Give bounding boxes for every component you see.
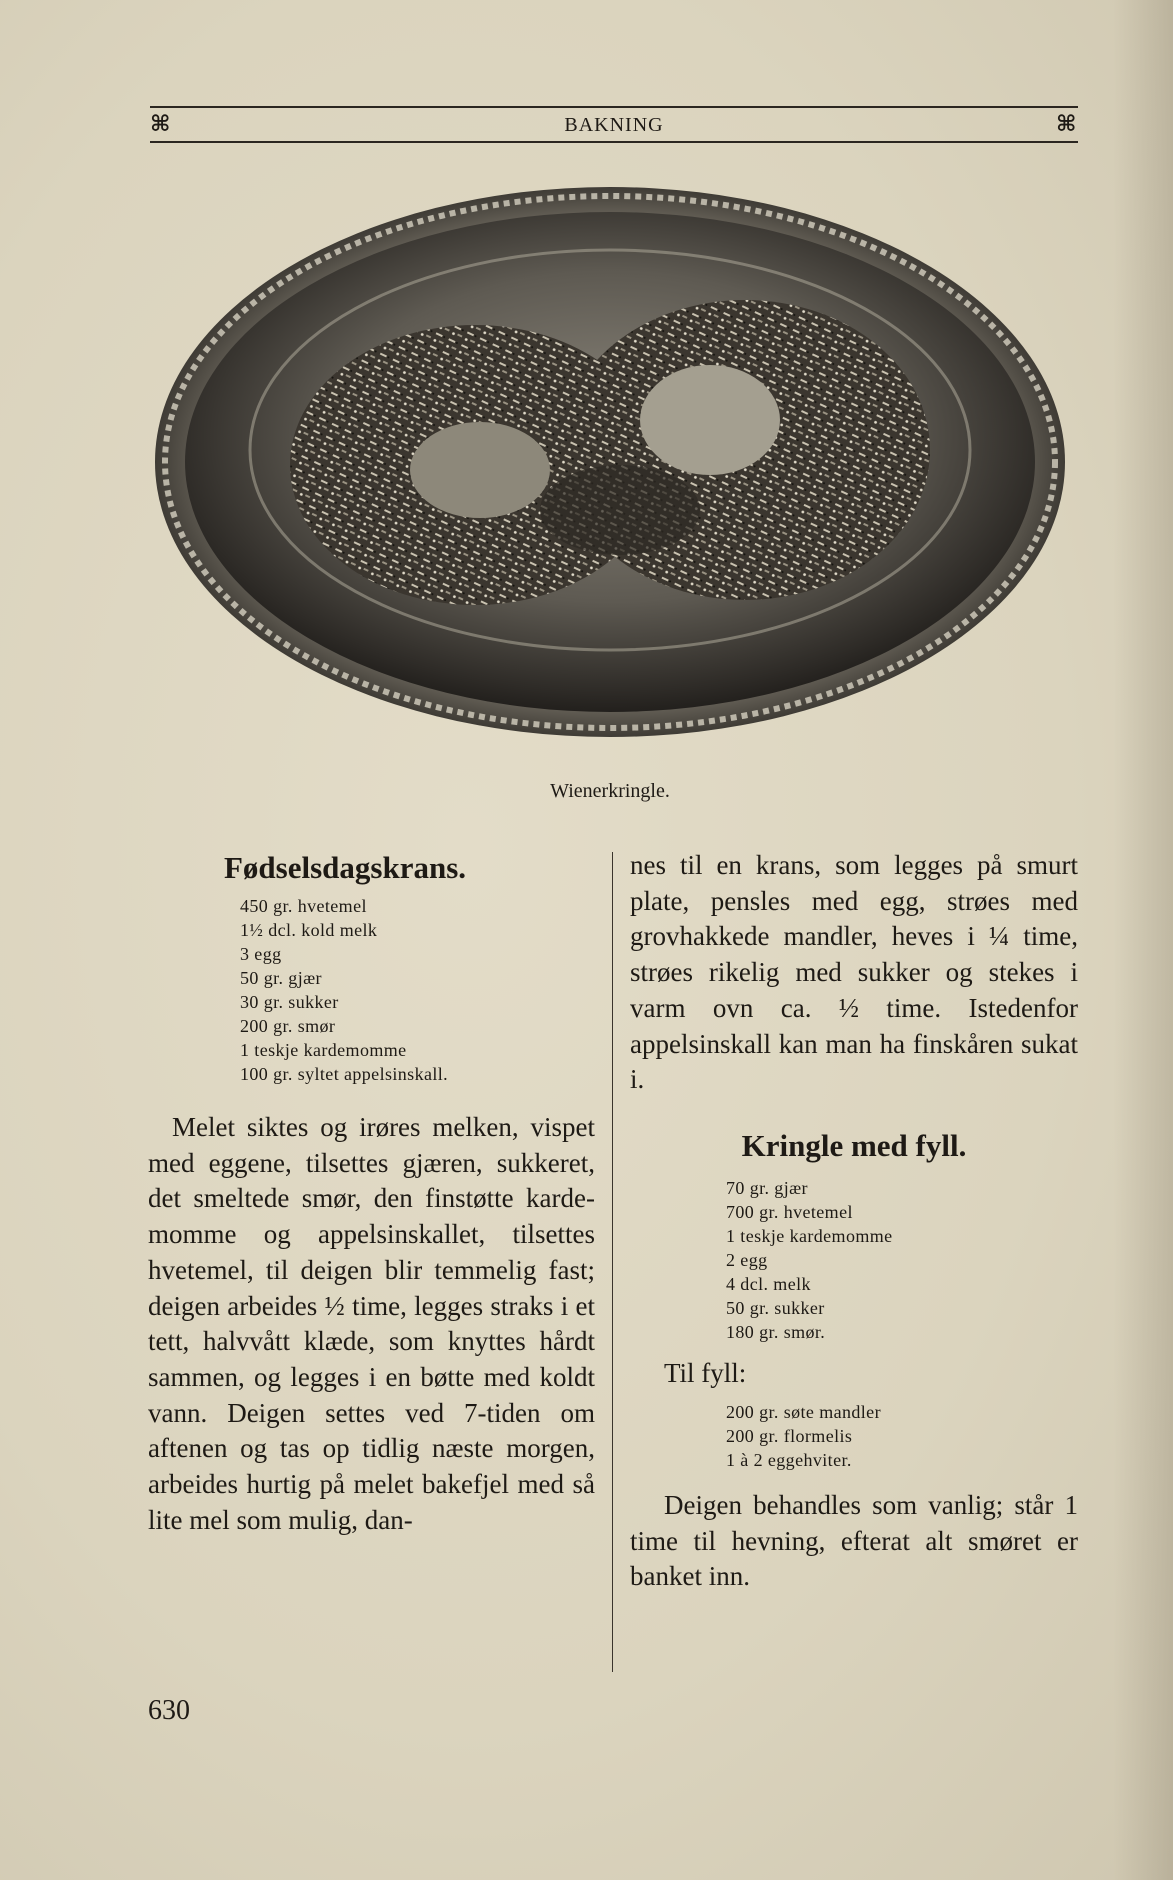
header-ornament-left-icon: ⌘ <box>150 112 171 137</box>
page-fold-shadow <box>1113 0 1173 1880</box>
filling-subheading: Til fyll: <box>664 1357 747 1388</box>
page-number: 630 <box>148 1695 190 1726</box>
column-divider <box>612 852 613 1672</box>
ingredient-item: 70 gr. gjær <box>726 1177 808 1198</box>
ingredient-item: 1 à 2 eggehviter. <box>726 1449 852 1470</box>
ingredient-list <box>148 894 595 1086</box>
running-header-title: BAKNING <box>564 114 664 136</box>
left-column <box>148 848 595 1538</box>
ingredient-item: 2 egg <box>726 1249 768 1270</box>
recipe-title-kringle-med-fyll: Kringle med fyll. <box>741 1127 967 1163</box>
ingredient-item: 50 gr. sukker <box>726 1297 825 1318</box>
ingredient-item: 1½ dcl. kold melk <box>240 920 378 940</box>
filling-ingredient-list <box>630 1400 1078 1472</box>
ingredient-item: 4 dcl. melk <box>726 1273 811 1294</box>
ingredient-item: 200 gr. smør <box>240 1016 336 1036</box>
ingredient-list <box>630 1176 1078 1344</box>
recipe-instructions: Deigen behandles som vanlig; står 1 time til hevning, efterat alt smøret er banket inn. <box>630 1489 1078 1592</box>
ingredient-item: 200 gr. søte mandler <box>726 1401 881 1422</box>
recipe-instructions: Melet siktes og irøres melken, vispet med eggene, tilsettes gjæren, sukkeret, det smeltede smør, den finstøtte kardemomme og appelsinskallet, tilsettes hvetemel, til deigen blir temmelig fast; deigen arbeides ½ time, legges straks i et tett, halvvått klæde, som knyttes hårdt sammen, og legges i en bøtte med koldt vann. Deigen settes ved 7-tiden om aftenen og tas op tidlig næste morgen, arbeides hurtig på melet bakefjel med så lite mel som mulig, dan- <box>148 1112 595 1535</box>
ingredient-item: 3 egg <box>240 944 282 964</box>
ingredient-item: 200 gr. flormelis <box>726 1425 853 1446</box>
ingredient-item: 100 gr. syltet appelsinskall. <box>240 1064 449 1084</box>
ingredient-item: 180 gr. smør. <box>726 1321 826 1342</box>
ingredient-item: 30 gr. sukker <box>240 992 339 1012</box>
header-ornament-right-icon: ⌘ <box>1056 112 1077 137</box>
ingredient-item: 50 gr. gjær <box>240 968 322 988</box>
ingredient-item: 450 gr. hvetemel <box>240 896 367 916</box>
photo-caption: Wienerkringle. <box>550 780 670 802</box>
recipe-title-fodselsdagskrans: Fødselsdagskrans. <box>224 850 467 885</box>
ingredient-item: 1 teskje kardemomme <box>240 1040 407 1060</box>
wienerkringle-photo <box>150 180 1070 760</box>
header-rule-top <box>150 106 1078 108</box>
right-column <box>630 848 1078 1595</box>
header-rule-bottom <box>150 141 1078 143</box>
recipe-instructions-continued: nes til en krans, som legges på smurt plate, pensles med egg, strøes med grovhakkede mandler, heves i ¼ time, strøes rikelig med sukker og stekes i varm ovn ca. ½ time. Istedenfor appelsinskall kan man ha finskåren sukat i. <box>630 850 1078 1095</box>
ingredient-item: 700 gr. hvetemel <box>726 1201 853 1222</box>
ingredient-item: 1 teskje kardemomme <box>726 1225 893 1246</box>
